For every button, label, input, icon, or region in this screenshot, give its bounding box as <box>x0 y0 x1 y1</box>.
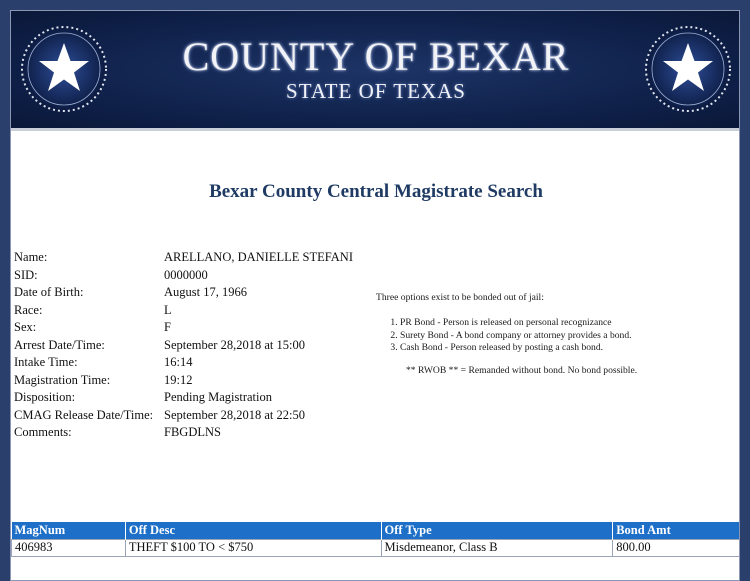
inmate-details <box>14 249 353 442</box>
bond-options-panel <box>376 292 706 376</box>
bond-option: 1. PR Bond - Person is released on personal recognizance <box>400 317 706 330</box>
detail-row-arrest <box>14 337 353 355</box>
banner-subtitle: STATE OF TEXAS <box>286 79 466 103</box>
detail-label: Sex: <box>14 320 37 334</box>
detail-value: L <box>164 302 172 317</box>
bond-option: 3. Cash Bond - Person released by posting a cash bond. <box>400 342 706 355</box>
detail-row-intake <box>14 354 353 372</box>
county-banner <box>11 11 740 131</box>
detail-value: September 28,2018 at 22:50 <box>164 407 305 422</box>
detail-row-race <box>14 302 353 320</box>
star-seal-icon <box>19 21 109 117</box>
detail-row-dob <box>14 284 353 302</box>
detail-value: F <box>164 320 171 334</box>
detail-value: 16:14 <box>164 355 193 369</box>
detail-value: 0000000 <box>164 267 208 282</box>
star-seal-icon <box>643 21 733 117</box>
banner-title: COUNTY OF BEXAR <box>182 34 570 79</box>
detail-row-comments <box>14 424 353 442</box>
page-frame <box>10 10 740 581</box>
detail-label: CMAG Release Date/Time: <box>14 407 154 422</box>
detail-row-sex <box>14 319 353 337</box>
detail-row-magistration <box>14 372 353 390</box>
detail-label: Magistration Time: <box>14 372 111 387</box>
detail-row-name <box>14 249 353 267</box>
rwob-note: ** RWOB ** = Remanded without bond. No bond possible. <box>406 364 638 376</box>
table-row <box>12 539 741 556</box>
charges-header-row <box>12 522 741 539</box>
detail-label: Race: <box>14 302 43 317</box>
detail-row-sid <box>14 267 353 285</box>
cell-magnum: 406983 <box>12 539 126 556</box>
detail-label: SID: <box>14 267 38 282</box>
column-header-bond-amt: Bond Amt <box>613 522 740 539</box>
detail-label: Disposition: <box>14 390 76 404</box>
detail-label: Date of Birth: <box>14 285 84 299</box>
bond-options-list <box>376 317 706 355</box>
column-header-off-desc: Off Desc <box>125 522 381 539</box>
detail-label: Name: <box>14 250 48 264</box>
detail-label: Intake Time: <box>14 355 78 369</box>
detail-value: Pending Magistration <box>164 390 272 404</box>
column-header-magnum: MagNum <box>12 522 126 539</box>
detail-value: FBGDLNS <box>164 425 221 439</box>
bond-intro: Three options exist to be bonded out of jail: <box>376 292 544 303</box>
page-title: Bexar County Central Magistrate Search <box>209 181 543 202</box>
detail-value: 19:12 <box>164 372 193 387</box>
cell-off-type: Misdemeanor, Class B <box>381 539 613 556</box>
detail-label: Arrest Date/Time: <box>14 337 105 352</box>
detail-value: September 28,2018 at 15:00 <box>164 337 305 352</box>
column-header-off-type: Off Type <box>381 522 613 539</box>
bond-option: 2. Surety Bond - A bond company or attorney provides a bond. <box>400 330 706 343</box>
detail-row-release <box>14 407 353 425</box>
detail-value: ARELLANO, DANIELLE STEFANI <box>164 250 353 264</box>
detail-label: Comments: <box>14 425 72 439</box>
detail-row-disposition <box>14 389 353 407</box>
cell-bond-amt: 800.00 <box>613 539 740 556</box>
cell-off-desc: THEFT $100 TO < $750 <box>125 539 381 556</box>
charges-table <box>11 522 740 557</box>
detail-value: August 17, 1966 <box>164 285 247 299</box>
